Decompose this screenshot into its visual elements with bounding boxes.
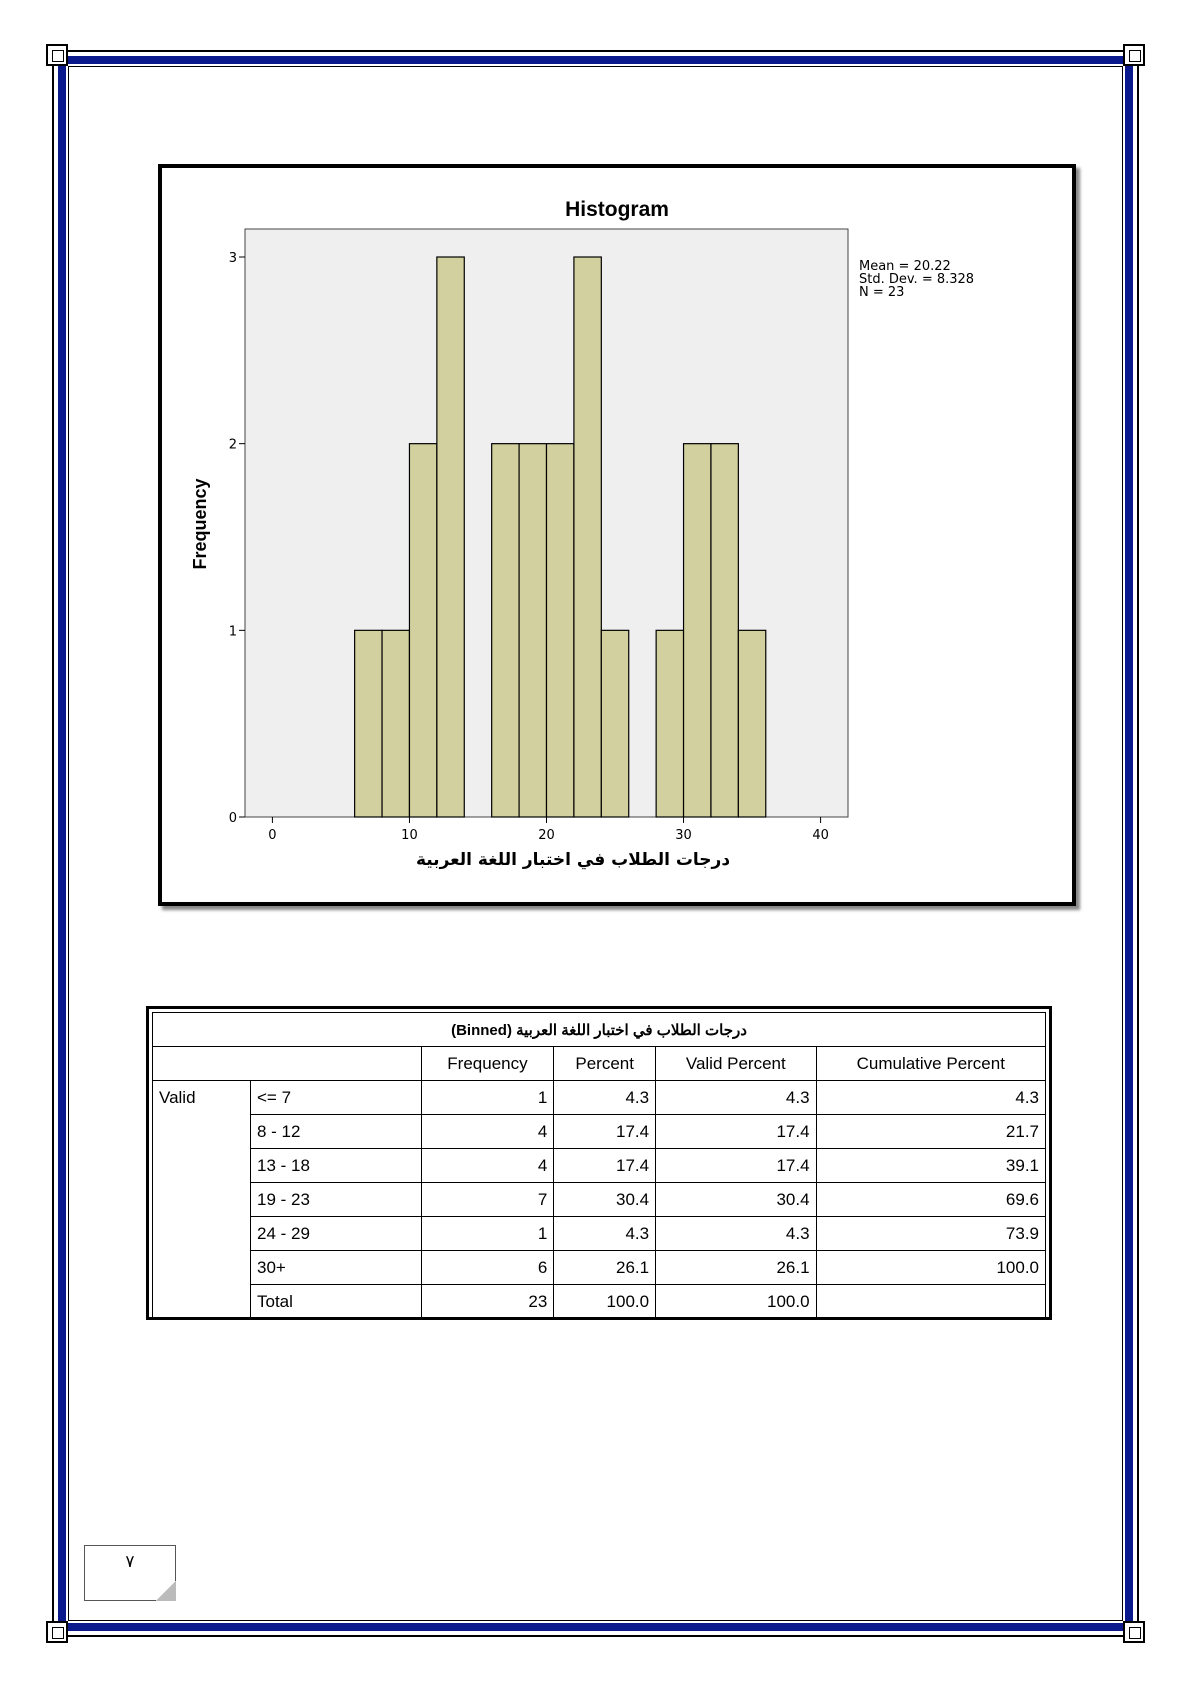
cell-cumulative: [816, 1285, 1045, 1319]
cell-cumulative: 69.6: [816, 1183, 1045, 1217]
cell-valid-percent: 4.3: [656, 1081, 816, 1115]
x-axis-label: درجات الطلاب في اختبار اللغة العربية: [415, 850, 731, 870]
row-label: 19 - 23: [251, 1183, 422, 1217]
x-tick-label: 30: [675, 828, 692, 843]
y-tick-label: 0: [228, 811, 237, 826]
histogram-bar-18-20: [519, 444, 546, 817]
row-label: <= 7: [251, 1081, 422, 1115]
cell-percent: 4.3: [554, 1217, 656, 1251]
frame-corner-bottom-left: [46, 1621, 68, 1643]
x-tick-label: 0: [268, 828, 277, 843]
header-empty: [153, 1047, 422, 1081]
x-tick-label: 10: [401, 828, 418, 843]
frame-corner-top-left: [46, 44, 68, 66]
histogram-bar-6-8: [355, 630, 382, 817]
header-percent: Percent: [554, 1047, 656, 1081]
header-valid-percent: Valid Percent: [656, 1047, 816, 1081]
cell-percent: 4.3: [554, 1081, 656, 1115]
cell-frequency: 1: [421, 1081, 554, 1115]
cell-valid-percent: 30.4: [656, 1183, 816, 1217]
cell-percent: 17.4: [554, 1149, 656, 1183]
y-tick-label: 2: [228, 437, 237, 453]
row-label: 13 - 18: [251, 1149, 422, 1183]
histogram-bar-12-14: [437, 257, 464, 817]
cell-percent: 26.1: [554, 1251, 656, 1285]
histogram-bar-28-30: [656, 630, 683, 817]
cell-frequency: 1: [421, 1217, 554, 1251]
table-row: [153, 1183, 1046, 1217]
row-group-label: Valid: [153, 1081, 251, 1319]
cell-cumulative: 4.3: [816, 1081, 1045, 1115]
y-axis-label: Frequency: [190, 478, 210, 570]
table-row: [153, 1285, 1046, 1319]
histogram-chart: [158, 164, 1076, 906]
table-title: درجات الطلاب في اختبار اللغة العربية (Binned): [153, 1013, 1046, 1047]
y-tick-label: 1: [228, 624, 237, 640]
chart-title: Histogram: [565, 198, 669, 221]
page-number-tab: [84, 1545, 176, 1601]
table-row: [153, 1115, 1046, 1149]
page-number: ٧: [125, 1552, 135, 1572]
frame-corner-top-right: [1123, 44, 1145, 66]
x-tick-label: 40: [812, 828, 829, 843]
histogram-bar-16-18: [492, 444, 519, 817]
cell-cumulative: 100.0: [816, 1251, 1045, 1285]
frequency-table: [146, 1006, 1052, 1320]
cell-frequency: 6: [421, 1251, 554, 1285]
cell-cumulative: 73.9: [816, 1217, 1045, 1251]
stat-mean: Mean = 20.22: [859, 259, 951, 274]
histogram-bar-20-22: [547, 444, 574, 817]
x-tick-label: 20: [538, 828, 555, 843]
header-cumulative-percent: Cumulative Percent: [816, 1047, 1045, 1081]
histogram-bar-24-26: [601, 630, 628, 817]
y-tick-label: 3: [228, 251, 237, 266]
histogram-bar-30-32: [684, 444, 711, 817]
row-label: Total: [251, 1285, 422, 1319]
table-row: [153, 1251, 1046, 1285]
row-label: 24 - 29: [251, 1217, 422, 1251]
table-row: [153, 1217, 1046, 1251]
cell-frequency: 7: [421, 1183, 554, 1217]
cell-cumulative: 21.7: [816, 1115, 1045, 1149]
header-frequency: Frequency: [421, 1047, 554, 1081]
histogram-bar-32-34: [711, 444, 738, 817]
page-fold-corner: [156, 1581, 176, 1601]
histogram-bar-10-12: [409, 444, 436, 817]
row-label: 8 - 12: [251, 1115, 422, 1149]
cell-frequency: 23: [421, 1285, 554, 1319]
histogram-bar-34-36: [738, 630, 765, 817]
histogram-svg: [162, 168, 1072, 902]
histogram-bar-8-10: [382, 630, 409, 817]
cell-cumulative: 39.1: [816, 1149, 1045, 1183]
cell-valid-percent: 100.0: [656, 1285, 816, 1319]
histogram-bar-22-24: [574, 257, 601, 817]
cell-valid-percent: 4.3: [656, 1217, 816, 1251]
cell-valid-percent: 17.4: [656, 1115, 816, 1149]
cell-frequency: 4: [421, 1149, 554, 1183]
cell-frequency: 4: [421, 1115, 554, 1149]
frame-corner-bottom-right: [1123, 1621, 1145, 1643]
cell-percent: 30.4: [554, 1183, 656, 1217]
table-row: [153, 1081, 1046, 1115]
stat-std-dev: Std. Dev. = 8.328: [859, 272, 975, 287]
row-label: 30+: [251, 1251, 422, 1285]
cell-valid-percent: 26.1: [656, 1251, 816, 1285]
cell-valid-percent: 17.4: [656, 1149, 816, 1183]
cell-percent: 100.0: [554, 1285, 656, 1319]
table-row: [153, 1149, 1046, 1183]
stat-n: N = 23: [859, 285, 905, 300]
cell-percent: 17.4: [554, 1115, 656, 1149]
